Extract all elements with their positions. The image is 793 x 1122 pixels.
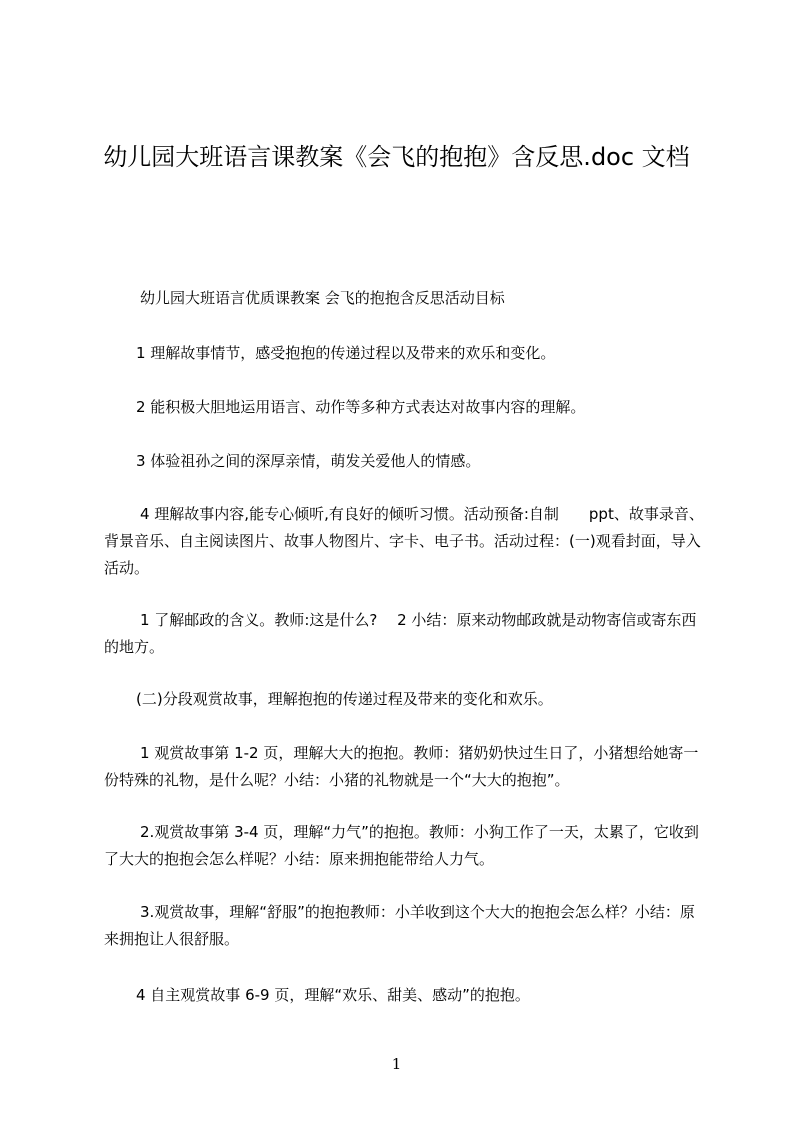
page-number: 1	[391, 1055, 402, 1073]
paragraph-section-2: (二)分段观赏故事，理解抱抱的传递过程及带来的变化和欢乐。	[136, 690, 553, 708]
paragraph-story-pages-6-9: 4 自主观赏故事 6-9 页，理解“欢乐、甜美、感动”的抱抱。	[136, 986, 530, 1004]
document-title: 幼儿园大班语言课教案《会飞的抱抱》含反思.doc 文档	[103, 143, 690, 171]
paragraph-step-postal: 1 了解邮政的含义。教师:这是什么? 2 小结：原来动物邮政就是动物寄信或寄东西的地方。	[104, 611, 697, 656]
paragraph-story-pages-1-2: 1 观赏故事第 1-2 页，理解大大的抱抱。教师：猪奶奶快过生日了，小猪想给她寄一份特殊的礼物，是什么呢？小结：小猪的礼物就是一个“大大的抱抱”。	[104, 744, 699, 789]
paragraph-story-pages-3-4: 2.观赏故事第 3-4 页，理解“力气”的抱抱。教师：小狗工作了一天，太累了，它收到了大大的抱抱会怎么样呢？小结：原来拥抱能带给人力气。	[104, 823, 699, 868]
paragraph-goal-3: 3 体验祖孙之间的深厚亲情，萌发关爱他人的情感。	[136, 452, 481, 470]
paragraph-goal-4-preparation: 4 理解故事内容,能专心倾听,有良好的倾听习惯。活动预备:自制 ppt、故事录音、背景音乐、自主阅读图片、故事人物图片、字卡、电子书。活动过程：(一)观看封面，导入活动。	[104, 505, 704, 577]
paragraph-goal-2: 2 能积极大胆地运用语言、动作等多种方式表达对故事内容的理解。	[136, 398, 586, 416]
paragraph-story-comfort: 3.观赏故事，理解“舒服”的抱抱教师：小羊收到这个大大的抱抱会怎么样？小结：原来拥抱让人很舒服。	[104, 903, 695, 948]
paragraph-goal-1: 1 理解故事情节，感受抱抱的传递过程以及带来的欢乐和变化。	[136, 344, 556, 362]
paragraph-heading: 幼儿园大班语言优质课教案 会飞的抱抱含反思活动目标	[140, 289, 505, 307]
